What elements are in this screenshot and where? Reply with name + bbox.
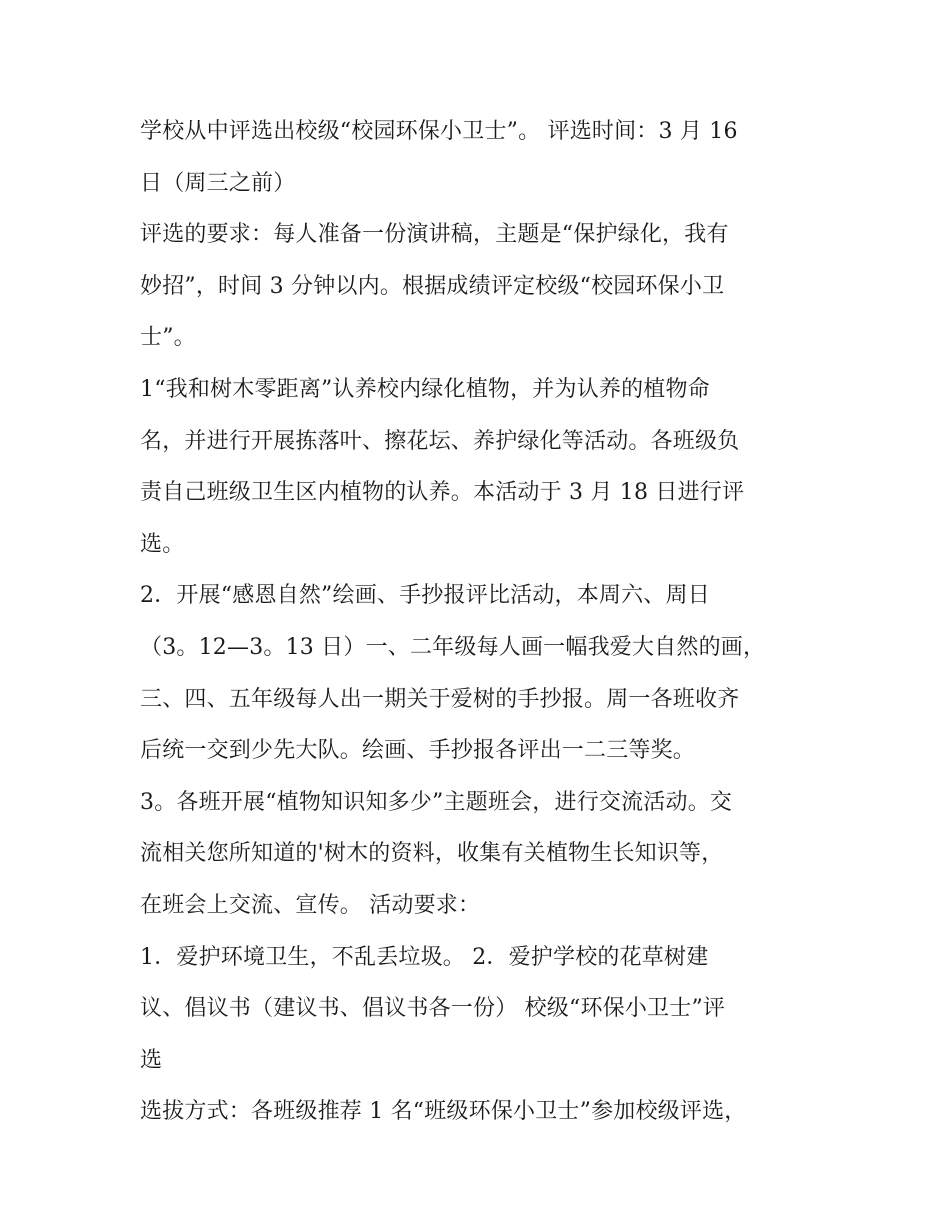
text-line: 3。各班开展“植物知识知多少”主题班会，进行交流活动。交 bbox=[140, 789, 733, 815]
text-line: 妙招”，时间 3 分钟以内。根据成绩评定校级“校园环保小卫 bbox=[140, 273, 725, 299]
text-line: 后统一交到少先大队。绘画、手抄报各评出一二三等奖。 bbox=[140, 738, 696, 764]
text-line: 士”。 bbox=[140, 325, 196, 351]
text-line: 三、四、五年级每人出一期关于爱树的手抄报。周一各班收齐 bbox=[140, 686, 740, 712]
text-line: 日（周三之前） bbox=[140, 170, 296, 196]
text-line: 学校从中评选出校级“校园环保小卫士”。 评选时间：3 月 16 bbox=[140, 119, 738, 144]
text-line: 在班会上交流、宣传。 活动要求： bbox=[140, 892, 481, 918]
text-line: 责自己班级卫生区内植物的认养。本活动于 3 月 18 日进行评 bbox=[140, 480, 745, 506]
text-line: （3。12—3。13 日）一、二年级每人画一幅我爱大自然的画， bbox=[140, 634, 766, 660]
text-line: 1“我和树木零距离”认养校内绿化植物，并为认养的植物命 bbox=[140, 376, 710, 402]
text-line: 2．开展“感恩自然”绘画、手抄报评比活动，本周六、周日 bbox=[140, 583, 710, 609]
document-body bbox=[140, 106, 830, 1138]
text-line: 议、倡议书（建议书、倡议书各一份） 校级“环保小卫士”评 bbox=[140, 996, 726, 1022]
text-line: 1．爱护环境卫生，不乱丢垃圾。 2．爱护学校的花草树建 bbox=[140, 944, 709, 970]
text-line: 名，并进行开展拣落叶、擦花坛、养护绿化等活动。各班级负 bbox=[140, 428, 740, 454]
text-line: 选拔方式：各班级推荐 1 名“班级环保小卫士”参加校级评选， bbox=[140, 1099, 747, 1125]
text-line: 评选的要求：每人准备一份演讲稿，主题是“保护绿化，我有 bbox=[140, 222, 729, 248]
text-line: 流相关您所知道的'树木的资料，收集有关植物生长知识等， bbox=[140, 841, 724, 867]
text-line: 选 bbox=[140, 1047, 163, 1073]
text-line: 选。 bbox=[140, 531, 185, 557]
